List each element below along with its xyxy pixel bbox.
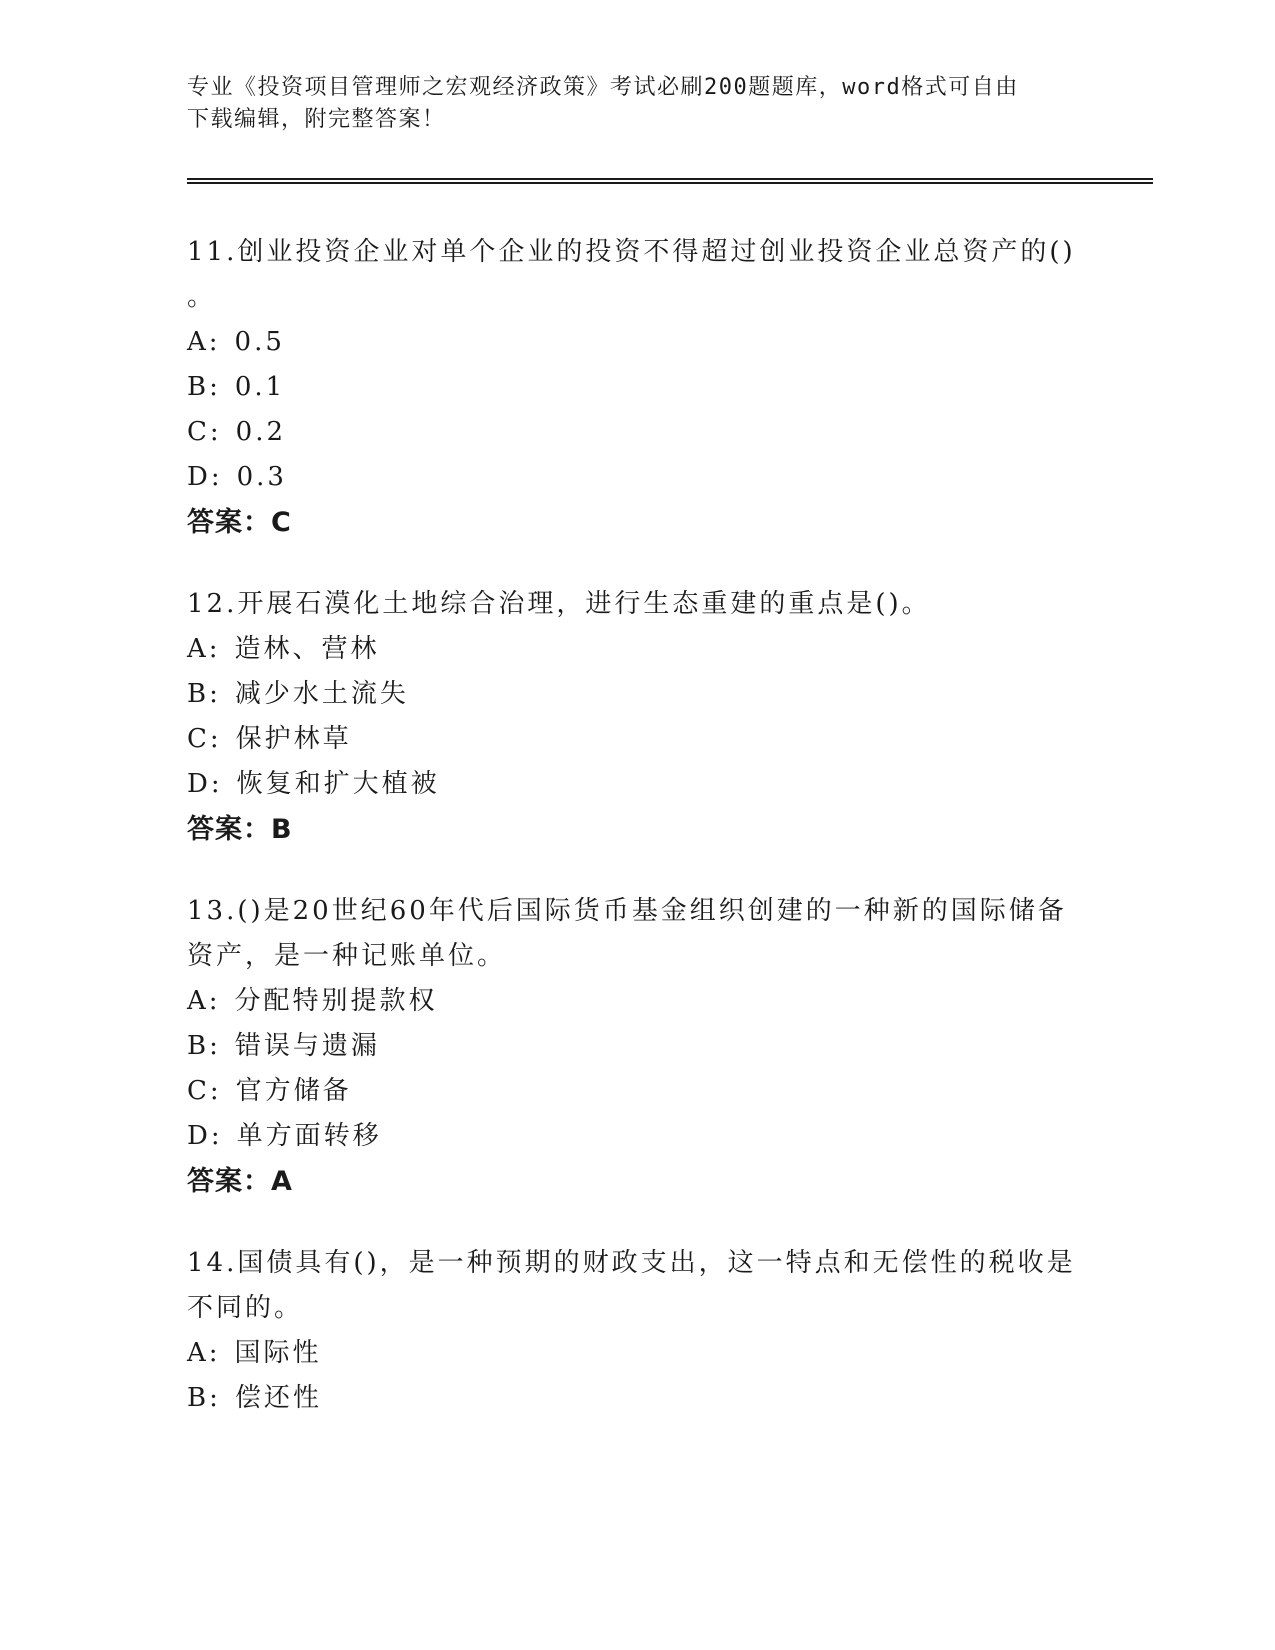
option-key: D [187, 462, 211, 492]
question-stem-continued: 资产，是一种记账单位。 [187, 941, 507, 971]
option-separator: : [209, 1031, 221, 1061]
option-separator: : [208, 1338, 221, 1368]
option-key: D [187, 1121, 211, 1151]
option-separator: : [209, 679, 221, 709]
header-line-2: 下载编辑，附完整答案！ [187, 107, 446, 132]
option-b [187, 1024, 1077, 1069]
option-d [187, 1114, 1077, 1159]
option-text: 保护林草 [235, 724, 352, 754]
option-text: 造林、营林 [234, 634, 380, 664]
option-text: 0.5 [234, 327, 285, 357]
option-text: 分配特别提款权 [234, 986, 438, 1016]
question-stem: 11.创业投资企业对单个企业的投资不得超过创业投资企业总资产的() [187, 237, 1076, 267]
answer-line: 答案：C [187, 507, 292, 538]
option-text: 减少水土流失 [234, 679, 409, 709]
option-b [187, 1376, 1077, 1421]
question-12 [187, 582, 1077, 853]
header-divider [187, 178, 1153, 184]
option-separator: : [208, 327, 221, 357]
option-key: B [187, 372, 210, 402]
option-separator: : [208, 986, 221, 1016]
option-separator: : [209, 417, 222, 447]
option-separator: : [210, 462, 223, 492]
option-key: C [187, 724, 210, 754]
option-a [187, 320, 1077, 365]
question-14 [187, 1241, 1077, 1421]
option-key: B [187, 1383, 210, 1413]
option-key: A [187, 986, 209, 1016]
option-separator: : [209, 724, 222, 754]
option-d [187, 455, 1077, 500]
question-stem: 12.开展石漠化土地综合治理，进行生态重建的重点是()。 [187, 589, 931, 619]
option-separator: : [210, 769, 223, 799]
option-key: A [187, 1338, 209, 1368]
option-text: 错误与遗漏 [234, 1031, 380, 1061]
option-key: A [187, 634, 209, 664]
option-text: 官方储备 [235, 1076, 352, 1106]
option-c [187, 1069, 1077, 1114]
option-text: 0.3 [236, 462, 287, 492]
document-header [187, 72, 1067, 136]
option-key: B [187, 679, 210, 709]
option-key: D [187, 769, 211, 799]
answer-line: 答案：B [187, 814, 293, 845]
option-separator: : [209, 372, 221, 402]
option-text: 偿还性 [234, 1383, 322, 1413]
option-a [187, 627, 1077, 672]
answer-line: 答案：A [187, 1166, 293, 1197]
option-key: C [187, 417, 210, 447]
question-list [187, 230, 1077, 1457]
question-13 [187, 889, 1077, 1205]
option-text: 恢复和扩大植被 [236, 769, 440, 799]
option-c [187, 410, 1077, 455]
question-stem: 14.国债具有()，是一种预期的财政支出，这一特点和无偿性的税收是 [187, 1248, 1076, 1278]
question-stem-continued: 不同的。 [187, 1293, 304, 1323]
option-key: A [187, 327, 209, 357]
question-11 [187, 230, 1077, 546]
option-key: C [187, 1076, 210, 1106]
option-text: 0.2 [235, 417, 287, 447]
option-text: 单方面转移 [236, 1121, 382, 1151]
option-separator: : [210, 1121, 223, 1151]
option-b [187, 672, 1077, 717]
option-key: B [187, 1031, 210, 1061]
option-c [187, 717, 1077, 762]
option-separator: : [209, 1076, 222, 1106]
option-d [187, 762, 1077, 807]
question-stem-continued: 。 [187, 282, 217, 312]
option-separator: : [209, 1383, 221, 1413]
option-a [187, 979, 1077, 1024]
option-a [187, 1331, 1077, 1376]
option-b [187, 365, 1077, 410]
header-line-1: 专业《投资项目管理师之宏观经济政策》考试必刷200题题库，word格式可自由 [187, 75, 1019, 100]
option-text: 国际性 [234, 1338, 322, 1368]
question-stem: 13.()是20世纪60年代后国际货币基金组织创建的一种新的国际储备 [187, 896, 1067, 926]
option-text: 0.1 [234, 372, 286, 402]
option-separator: : [208, 634, 221, 664]
